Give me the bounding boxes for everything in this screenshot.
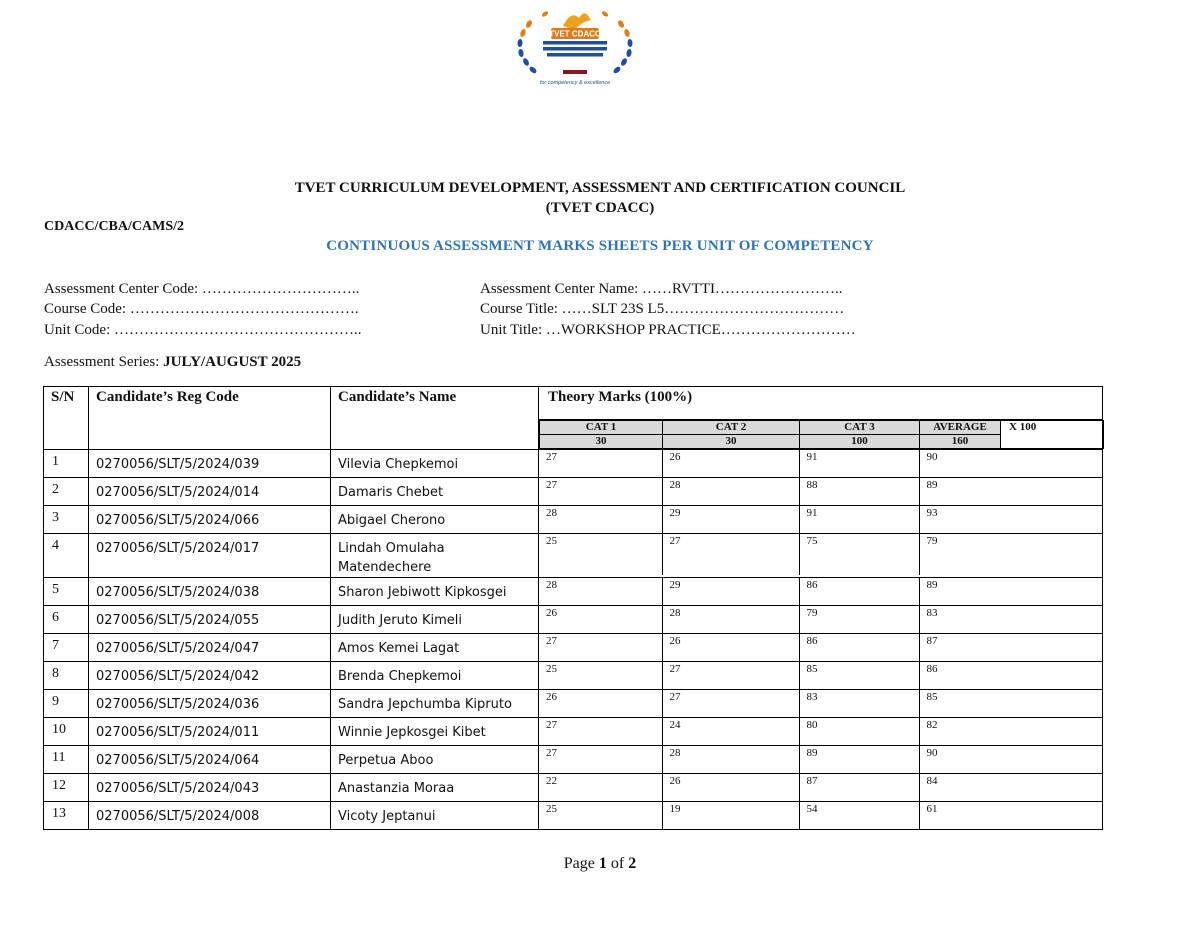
cell-average: 61 bbox=[919, 802, 1103, 829]
header-reg-code: Candidate’s Reg Code bbox=[89, 387, 331, 450]
cell-sn: 8 bbox=[44, 662, 89, 690]
unit-title: Unit Title: …WORKSHOP PRACTICE……………………… bbox=[480, 322, 856, 338]
subheader-cat2-max: 30 bbox=[663, 435, 800, 449]
cell-sn: 3 bbox=[44, 506, 89, 534]
cell-reg-code: 0270056/SLT/5/2024/043 bbox=[89, 774, 331, 802]
sheet-title: CONTINUOUS ASSESSMENT MARKS SHEETS PER UNIT OF COMPETENCY bbox=[326, 238, 874, 254]
cell-candidate-name: Anastanzia Moraa bbox=[331, 774, 539, 802]
cell-cat3: 80 bbox=[799, 718, 919, 745]
marks-subtable bbox=[539, 746, 1103, 773]
table-row bbox=[44, 690, 1103, 718]
assessment-center-code: Assessment Center Code: ………………………….. bbox=[44, 281, 360, 297]
cell-average: 82 bbox=[919, 718, 1103, 745]
cell-sn: 11 bbox=[44, 746, 89, 774]
assessment-series bbox=[44, 354, 301, 371]
cell-theory-marks bbox=[539, 718, 1103, 746]
cell-reg-code: 0270056/SLT/5/2024/038 bbox=[89, 578, 331, 606]
cell-candidate-name: Amos Kemei Lagat bbox=[331, 634, 539, 662]
cell-candidate-name: Lindah Omulaha Matendechere bbox=[331, 534, 539, 578]
marks-subtable bbox=[539, 450, 1103, 477]
cell-cat3: 86 bbox=[799, 634, 919, 661]
marks-subtable bbox=[539, 774, 1103, 801]
subheader-cat3-max: 100 bbox=[800, 435, 920, 449]
cell-cat1: 26 bbox=[539, 690, 662, 717]
cell-reg-code: 0270056/SLT/5/2024/008 bbox=[89, 802, 331, 830]
form-code: CDACC/CBA/CAMS/2 bbox=[44, 219, 184, 234]
subheader-x100: X 100 bbox=[1001, 421, 1104, 435]
cell-cat1: 25 bbox=[539, 802, 662, 829]
cell-theory-marks bbox=[539, 774, 1103, 802]
cell-reg-code: 0270056/SLT/5/2024/039 bbox=[89, 450, 331, 478]
council-name: TVET CURRICULUM DEVELOPMENT, ASSESSMENT AND CERTIFICATION COUNCIL bbox=[294, 180, 906, 196]
cell-cat2: 26 bbox=[662, 450, 799, 477]
marks-subtable bbox=[539, 578, 1103, 605]
cell-cat3: 87 bbox=[799, 774, 919, 801]
cell-candidate-name: Abigael Cherono bbox=[331, 506, 539, 534]
table-row bbox=[44, 450, 1103, 478]
table-header-row bbox=[44, 387, 1103, 420]
cell-candidate-name: Sandra Jepchumba Kipruto bbox=[331, 690, 539, 718]
cell-candidate-name: Winnie Jepkosgei Kibet bbox=[331, 718, 539, 746]
cell-theory-marks bbox=[539, 802, 1103, 830]
page-of-label: of bbox=[606, 855, 629, 872]
theory-subheader bbox=[539, 420, 1104, 449]
marks-body bbox=[44, 450, 1103, 830]
cell-reg-code: 0270056/SLT/5/2024/042 bbox=[89, 662, 331, 690]
cell-sn: 5 bbox=[44, 578, 89, 606]
subheader-average-max: 160 bbox=[920, 435, 1001, 449]
header-sn: S/N bbox=[44, 387, 89, 450]
cell-average: 87 bbox=[919, 634, 1103, 661]
cell-theory-marks bbox=[539, 534, 1103, 578]
cell-sn: 7 bbox=[44, 634, 89, 662]
table-row bbox=[44, 746, 1103, 774]
cell-theory-marks bbox=[539, 450, 1103, 478]
cell-theory-marks bbox=[539, 606, 1103, 634]
page-number bbox=[0, 855, 1200, 873]
cell-theory-marks bbox=[539, 634, 1103, 662]
cell-cat3: 83 bbox=[799, 690, 919, 717]
table-row bbox=[44, 478, 1103, 506]
cell-cat1: 28 bbox=[539, 578, 662, 605]
cell-cat3: 75 bbox=[799, 534, 919, 575]
cell-cat1: 25 bbox=[539, 662, 662, 689]
page-total: 2 bbox=[628, 855, 637, 872]
cell-cat1: 25 bbox=[539, 534, 662, 575]
cell-cat2: 29 bbox=[662, 506, 799, 533]
cell-reg-code: 0270056/SLT/5/2024/011 bbox=[89, 718, 331, 746]
cell-sn: 13 bbox=[44, 802, 89, 830]
cell-candidate-name: Vilevia Chepkemoi bbox=[331, 450, 539, 478]
cell-cat1: 26 bbox=[539, 606, 662, 633]
cell-reg-code: 0270056/SLT/5/2024/017 bbox=[89, 534, 331, 578]
cell-theory-marks bbox=[539, 578, 1103, 606]
cell-cat2: 24 bbox=[662, 718, 799, 745]
cell-theory-marks bbox=[539, 662, 1103, 690]
cell-reg-code: 0270056/SLT/5/2024/064 bbox=[89, 746, 331, 774]
cell-cat1: 27 bbox=[539, 634, 662, 661]
course-title: Course Title: ……SLT 23S L5……………………………… bbox=[480, 301, 845, 317]
cell-cat2: 27 bbox=[662, 662, 799, 689]
cell-cat1: 27 bbox=[539, 718, 662, 745]
cell-cat3: 86 bbox=[799, 578, 919, 605]
cell-cat2: 28 bbox=[662, 746, 799, 773]
table-row bbox=[44, 634, 1103, 662]
cell-sn: 9 bbox=[44, 690, 89, 718]
cell-candidate-name: Judith Jeruto Kimeli bbox=[331, 606, 539, 634]
svg-text:for competency & excellence: for competency & excellence bbox=[539, 80, 611, 86]
cell-average: 85 bbox=[919, 690, 1103, 717]
cell-sn: 1 bbox=[44, 450, 89, 478]
table-row bbox=[44, 718, 1103, 746]
cell-average: 89 bbox=[919, 578, 1103, 605]
marks-subtable bbox=[539, 506, 1103, 533]
council-abbreviation: (TVET CDACC) bbox=[545, 200, 655, 216]
marks-subtable bbox=[539, 606, 1103, 633]
cell-cat2: 28 bbox=[662, 606, 799, 633]
cell-theory-marks bbox=[539, 746, 1103, 774]
theory-subheader-cell bbox=[539, 420, 1103, 450]
cell-cat1: 27 bbox=[539, 450, 662, 477]
cell-reg-code: 0270056/SLT/5/2024/066 bbox=[89, 506, 331, 534]
course-code: Course Code: ………………………………………. bbox=[44, 301, 359, 317]
cell-cat2: 28 bbox=[662, 478, 799, 505]
cell-cat2: 27 bbox=[662, 534, 799, 575]
assessment-center-name: Assessment Center Name: ……RVTTI…………………….. bbox=[480, 281, 843, 297]
cell-cat3: 91 bbox=[799, 450, 919, 477]
subheader-cat2: CAT 2 bbox=[663, 421, 800, 435]
table-row bbox=[44, 606, 1103, 634]
cell-candidate-name: Sharon Jebiwott Kipkosgei bbox=[331, 578, 539, 606]
cell-sn: 10 bbox=[44, 718, 89, 746]
cell-average: 90 bbox=[919, 450, 1103, 477]
page-label: Page bbox=[563, 855, 599, 872]
cell-cat2: 26 bbox=[662, 634, 799, 661]
marks-table bbox=[43, 386, 1103, 830]
cell-sn: 2 bbox=[44, 478, 89, 506]
cell-average: 90 bbox=[919, 746, 1103, 773]
marks-subtable bbox=[539, 690, 1103, 717]
table-row bbox=[44, 534, 1103, 578]
cell-cat1: 27 bbox=[539, 746, 662, 773]
cell-cat1: 28 bbox=[539, 506, 662, 533]
cell-sn: 4 bbox=[44, 534, 89, 578]
cell-cat1: 27 bbox=[539, 478, 662, 505]
cell-average: 89 bbox=[919, 478, 1103, 505]
table-row bbox=[44, 774, 1103, 802]
cell-cat3: 79 bbox=[799, 606, 919, 633]
series-value: JULY/AUGUST 2025 bbox=[163, 354, 302, 370]
cell-cat3: 89 bbox=[799, 746, 919, 773]
table-row bbox=[44, 662, 1103, 690]
page-current: 1 bbox=[598, 855, 607, 872]
cell-candidate-name: Perpetua Aboo bbox=[331, 746, 539, 774]
marks-subtable bbox=[539, 802, 1103, 829]
bird-emblem-icon bbox=[563, 13, 591, 30]
cell-cat2: 29 bbox=[662, 578, 799, 605]
tvet-cdacc-logo bbox=[505, 2, 645, 90]
series-label: Assessment Series: bbox=[44, 354, 164, 370]
cell-candidate-name: Vicoty Jeptanui bbox=[331, 802, 539, 830]
subheader-cat3: CAT 3 bbox=[800, 421, 920, 435]
cell-candidate-name: Damaris Chebet bbox=[331, 478, 539, 506]
cell-cat2: 26 bbox=[662, 774, 799, 801]
cell-reg-code: 0270056/SLT/5/2024/014 bbox=[89, 478, 331, 506]
marks-subtable bbox=[539, 534, 1103, 575]
table-row bbox=[44, 506, 1103, 534]
cell-average: 84 bbox=[919, 774, 1103, 801]
cell-cat1: 22 bbox=[539, 774, 662, 801]
cell-sn: 6 bbox=[44, 606, 89, 634]
cell-theory-marks bbox=[539, 478, 1103, 506]
cell-candidate-name: Brenda Chepkemoi bbox=[331, 662, 539, 690]
cell-cat3: 54 bbox=[799, 802, 919, 829]
header-candidate-name: Candidate’s Name bbox=[331, 387, 539, 450]
cell-average: 93 bbox=[919, 506, 1103, 533]
unit-code: Unit Code: ………………………………………….. bbox=[44, 322, 362, 338]
cell-reg-code: 0270056/SLT/5/2024/047 bbox=[89, 634, 331, 662]
cell-sn: 12 bbox=[44, 774, 89, 802]
cell-reg-code: 0270056/SLT/5/2024/036 bbox=[89, 690, 331, 718]
table-row bbox=[44, 802, 1103, 830]
table-row bbox=[44, 578, 1103, 606]
subheader-cat1-max: 30 bbox=[540, 435, 663, 449]
cell-reg-code: 0270056/SLT/5/2024/055 bbox=[89, 606, 331, 634]
cell-average: 79 bbox=[919, 534, 1103, 575]
cell-theory-marks bbox=[539, 690, 1103, 718]
cell-average: 83 bbox=[919, 606, 1103, 633]
cell-cat3: 85 bbox=[799, 662, 919, 689]
subheader-cat1: CAT 1 bbox=[540, 421, 663, 435]
marks-subtable bbox=[539, 478, 1103, 505]
marks-subtable bbox=[539, 718, 1103, 745]
cell-average: 86 bbox=[919, 662, 1103, 689]
cell-cat2: 27 bbox=[662, 690, 799, 717]
svg-text:TVET CDACC: TVET CDACC bbox=[549, 29, 601, 39]
header-theory-marks: Theory Marks (100%) bbox=[539, 387, 1103, 420]
marks-subtable bbox=[539, 662, 1103, 689]
subheader-x100-blank bbox=[1001, 435, 1104, 449]
cell-cat2: 19 bbox=[662, 802, 799, 829]
cell-cat3: 91 bbox=[799, 506, 919, 533]
cell-theory-marks bbox=[539, 506, 1103, 534]
cell-cat3: 88 bbox=[799, 478, 919, 505]
subheader-average: AVERAGE bbox=[920, 421, 1001, 435]
marks-subtable bbox=[539, 634, 1103, 661]
